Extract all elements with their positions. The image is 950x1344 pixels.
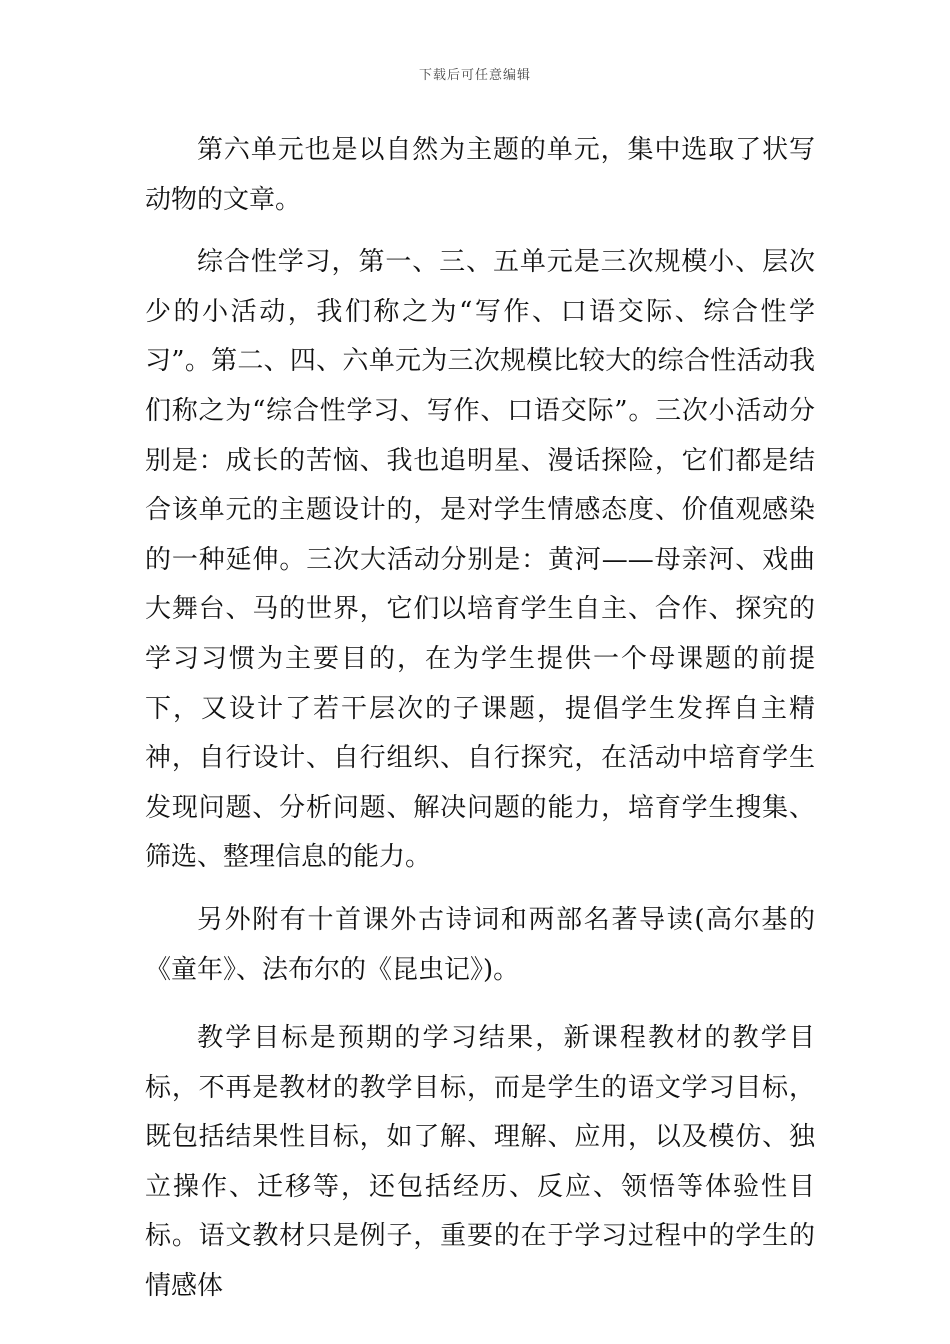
header-note: 下载后可任意编辑	[418, 68, 531, 83]
paragraph-appendix: 另外附有十首课外古诗词和两部名著导读(高尔基的《童年》、法布尔的《昆虫记》)。	[145, 904, 815, 985]
paragraph-comprehensive-learning: 综合性学习，第一、三、五单元是三次规模小、层次少的小活动，我们称之为“写作、口语交际、综合性学习”。第二、四、六单元为三次规模比较大的综合性活动我们称之为“综合性学习、写作、口语交际”。三次小活动分别是：成长的苦恼、我也追明星、漫话探险，它们都是结合该单元的主题设计的，是对学生情感态度、价值观感染的一种延伸。三次大活动分别是：黄河——母亲河、戏曲大舞台、马的世界，它们以培育学生自主、合作、探究的学习习惯为主要目的，在为学生提供一个母课题的前提下，又设计了若干层次的子课题，提倡学生发挥自主精神，自行设计、自行组织、自行探究，在活动中培育学生发现问题、分析问题、解决问题的能力，培育学生搜集、筛选、整理信息的能力。	[145, 247, 815, 873]
document-body	[145, 126, 815, 1312]
paragraph-unit-six: 第六单元也是以自然为主题的单元，集中选取了状写动物的文章。	[145, 135, 815, 215]
paragraph-teaching-goals: 教学目标是预期的学习结果，新课程教材的教学目标，不再是教材的教学目标，而是学生的语文学习目标，既包括结果性目标，如了解、理解、应用，以及模仿、独立操作、迁移等，还包括经历、反应、领悟等体验性目标。语文教材只是例子，重要的在于学习过程中的学生的情感体	[145, 1023, 815, 1302]
